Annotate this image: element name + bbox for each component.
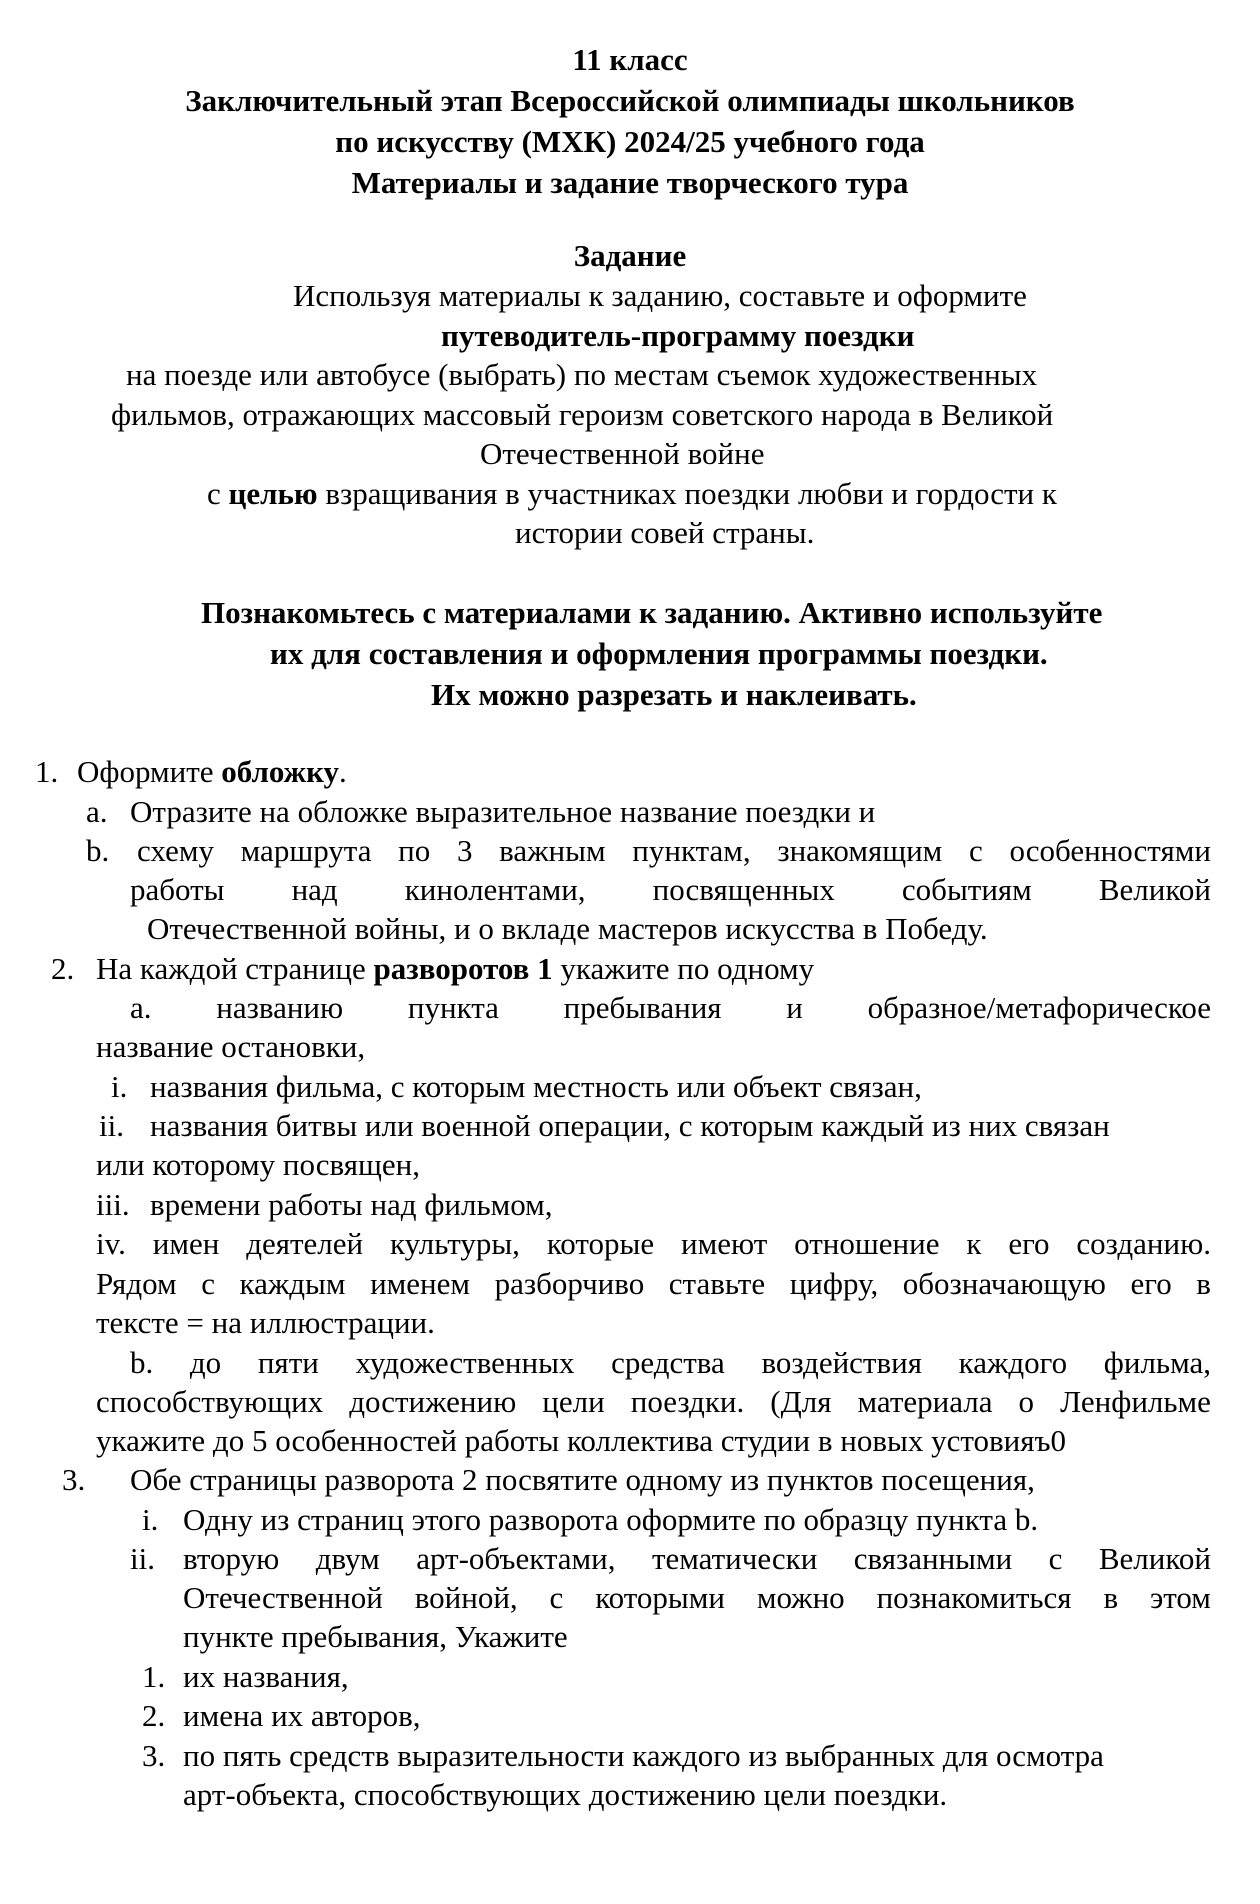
item1-b-line-3: Отечественной войны, и о вкладе мастеров искусства в Победу. xyxy=(147,911,988,946)
item3-sub3-line-2: арт-объекта, способствующих достижению цели поездки. xyxy=(183,1777,948,1812)
item2-b-line-3: укажите до 5 особенностей работы коллектива студии в новых устовияъ0 xyxy=(96,1423,1067,1458)
word: обозначающую xyxy=(902,1266,1106,1301)
item2-a-line-1 xyxy=(130,988,1211,1028)
word: этом xyxy=(1149,1580,1211,1615)
word: Отечественной xyxy=(183,1580,383,1615)
task-line-7: истории совей страны. xyxy=(515,515,815,550)
item3-number: 3. xyxy=(62,1462,86,1497)
word: его xyxy=(1008,1226,1050,1261)
item3-sub3-line-1: по пять средств выразительности каждого из выбранных для осмотра xyxy=(183,1738,1104,1773)
word: созданию. xyxy=(1076,1226,1211,1261)
word: b. xyxy=(130,1345,154,1380)
item3-i-text: Одну из страниц этого разворота оформите по образцу пункта b. xyxy=(183,1502,1039,1537)
word: воздействия xyxy=(761,1345,922,1380)
word: (Для xyxy=(770,1384,832,1419)
word: каждым xyxy=(239,1266,346,1301)
task-line-3: на поезде или автобусе (выбрать) по местам съемок художественных xyxy=(126,357,1038,392)
word: по xyxy=(398,833,431,868)
word: 3 xyxy=(456,833,473,868)
word: вторую xyxy=(183,1541,280,1576)
word: Ленфильме xyxy=(1060,1384,1211,1419)
item3-sub3-marker: 3. xyxy=(142,1738,166,1773)
task-line-1: Используя материалы к заданию, составьте и оформите xyxy=(293,278,1027,313)
word: пяти xyxy=(257,1345,319,1380)
word: с xyxy=(549,1580,564,1615)
word: в xyxy=(1103,1580,1119,1615)
item2-iii-marker: iii. xyxy=(96,1187,130,1222)
word: которые xyxy=(546,1226,655,1261)
word: к xyxy=(966,1226,982,1261)
item3-sub1-marker: 1. xyxy=(142,1659,166,1694)
item2-iii-text: времени работы над фильмом, xyxy=(150,1187,553,1222)
word: с xyxy=(201,1266,215,1301)
word: кинолентами, xyxy=(404,872,586,907)
word: связанными xyxy=(853,1541,1013,1576)
word: культуры, xyxy=(390,1226,520,1261)
item1-number: 1. xyxy=(35,754,59,789)
word: до xyxy=(189,1345,222,1380)
word: названию xyxy=(216,990,344,1025)
item1-b-line-2 xyxy=(130,870,1211,910)
item2-i-text: названия фильма, с которым местность или объект связан, xyxy=(150,1069,922,1104)
word: посвященных xyxy=(652,872,835,907)
word: разборчиво xyxy=(494,1266,645,1301)
word: особенностями xyxy=(1009,833,1211,868)
grade-label: 11 класс xyxy=(572,42,688,77)
item3-ii-line-3: пункте пребывания, Укажите xyxy=(183,1619,568,1654)
item2-text-post: укажите по одному xyxy=(552,951,815,986)
item1-a-text: Отразите на обложке выразительное название поездки и xyxy=(130,794,876,829)
word: и xyxy=(786,990,803,1025)
word: которыми xyxy=(595,1580,725,1615)
task-line-6-pre: с xyxy=(207,476,229,511)
word: пункта xyxy=(407,990,499,1025)
item3-ii-marker: ii. xyxy=(130,1541,155,1576)
word: деятелей xyxy=(246,1226,364,1261)
word: отношение xyxy=(794,1226,940,1261)
item3-sub2-text: имена их авторов, xyxy=(183,1698,421,1733)
item3-i-marker: i. xyxy=(142,1502,159,1537)
word: цели xyxy=(542,1384,605,1419)
word: работы xyxy=(130,872,225,907)
task-line-6-post: взращивания в участниках поездки любви и гордости к xyxy=(317,476,1057,511)
task-line-6 xyxy=(207,474,1057,514)
item2-i-marker: i. xyxy=(111,1069,128,1104)
word: цифру, xyxy=(789,1266,879,1301)
word: Великой xyxy=(1098,872,1211,907)
word: Рядом xyxy=(96,1266,177,1301)
word: познакомиться xyxy=(876,1580,1072,1615)
item1-b-marker: b. xyxy=(86,833,110,868)
word: ставьте xyxy=(668,1266,766,1301)
item1-text xyxy=(77,752,347,792)
word: фильма, xyxy=(1103,1345,1211,1380)
item2-ii-marker: ii. xyxy=(99,1108,124,1143)
item1-text-post: . xyxy=(339,754,347,789)
item2-text xyxy=(96,949,814,989)
item3-text: Обе страницы разворота 2 посвятите одному из пунктов посещения, xyxy=(130,1462,1035,1497)
item2-text-bold: разворотов 1 xyxy=(373,951,553,986)
word: знакомящим xyxy=(777,833,943,868)
word: схему xyxy=(137,833,214,868)
word: материала xyxy=(857,1384,993,1419)
item2-iv-line-3: тексте = на иллюстрации. xyxy=(96,1305,435,1340)
word: тематически xyxy=(651,1541,818,1576)
item1-text-bold: обложку xyxy=(221,754,340,789)
word: iv. xyxy=(96,1226,126,1261)
word: в xyxy=(1196,1266,1211,1301)
word: a. xyxy=(130,990,152,1025)
title-line-3: Материалы и задание творческого тура xyxy=(351,165,909,200)
notice-line-2: их для составления и оформления программы поездки. xyxy=(270,636,1048,671)
word: над xyxy=(291,872,338,907)
task-heading: Задание xyxy=(573,238,687,273)
word: событиям xyxy=(901,872,1032,907)
word: Великой xyxy=(1098,1541,1211,1576)
word: можно xyxy=(756,1580,845,1615)
item2-b-line-2 xyxy=(96,1382,1211,1422)
item2-ii-text: названия битвы или военной операции, с которым каждый из них связан xyxy=(150,1108,1110,1143)
word: пребывания xyxy=(563,990,722,1025)
item1-b-line-1 xyxy=(137,831,1211,871)
item3-sub1-text: их названия, xyxy=(183,1659,349,1694)
word: достижению xyxy=(349,1384,517,1419)
word: с xyxy=(1048,1541,1063,1576)
word: войной, xyxy=(414,1580,518,1615)
notice-line-3: Их можно разрезать и наклеивать. xyxy=(431,677,917,712)
task-line-4: фильмов, отражающих массовый героизм советского народа в Великой xyxy=(111,397,1054,432)
item2-number: 2. xyxy=(51,951,75,986)
word: маршрута xyxy=(240,833,372,868)
item2-ii-text-2: или которому посвящен, xyxy=(96,1147,420,1182)
item1-text-pre: Оформите xyxy=(77,754,222,789)
item3-ii-line-1 xyxy=(183,1539,1211,1579)
word: средства xyxy=(611,1345,725,1380)
word: арт-объектами, xyxy=(416,1541,616,1576)
word: двум xyxy=(315,1541,380,1576)
word: именем xyxy=(370,1266,471,1301)
word: способствующих xyxy=(96,1384,324,1419)
notice-line-1: Познакомьтесь с материалами к заданию. Активно используйте xyxy=(201,595,1103,630)
task-line-2: путеводитель-программу поездки xyxy=(441,318,915,353)
task-goal-word: целью xyxy=(228,476,318,511)
word: о xyxy=(1018,1384,1035,1419)
word: имеют xyxy=(681,1226,768,1261)
word: художественных xyxy=(355,1345,575,1380)
word: с xyxy=(968,833,983,868)
word: важным xyxy=(499,833,606,868)
item3-ii-line-2 xyxy=(183,1578,1211,1618)
word: пунктам, xyxy=(632,833,751,868)
item2-iv-line-2 xyxy=(96,1264,1211,1304)
word: имен xyxy=(152,1226,220,1261)
item2-b-line-1 xyxy=(130,1343,1211,1383)
word: образное/метафорическое xyxy=(867,990,1211,1025)
item3-sub2-marker: 2. xyxy=(142,1698,166,1733)
item2-iv-line-1 xyxy=(96,1224,1211,1264)
word: поездки. xyxy=(630,1384,745,1419)
word: его xyxy=(1130,1266,1172,1301)
title-line-1: Заключительный этап Всероссийской олимпиады школьников xyxy=(185,83,1075,118)
item1-a-marker: a. xyxy=(86,794,108,829)
title-line-2: по искусству (МХК) 2024/25 учебного года xyxy=(335,124,925,159)
item2-a-line-2: название остановки, xyxy=(96,1029,366,1064)
word: каждого xyxy=(958,1345,1068,1380)
item2-text-pre: На каждой странице xyxy=(96,951,374,986)
task-line-5: Отечественной войне xyxy=(480,436,765,471)
